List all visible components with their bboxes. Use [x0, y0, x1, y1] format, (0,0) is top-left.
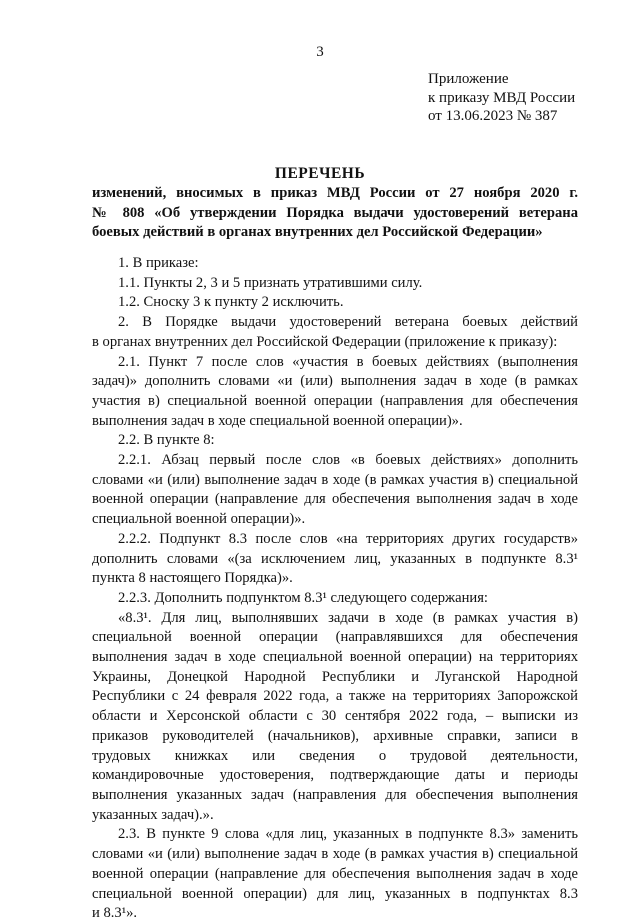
- paragraph-line: Украины, Донецкой Народной Республики и Луганской Народной: [92, 668, 578, 685]
- document-subtitle: [92, 184, 578, 243]
- paragraph-line: участия в) специальной военной операции (направления для обеспечения: [92, 392, 578, 409]
- paragraph-line: словами «и (или) выполнение задач в ходе (в рамках участия в) специальной: [92, 846, 578, 863]
- paragraph-line: дополнить словами «(за исключением лиц, указанных в подпункте 8.3¹: [92, 550, 578, 567]
- subtitle-line: № 808 «Об утверждении Порядка выдачи удостоверений ветерана: [92, 204, 578, 221]
- paragraph: [92, 293, 578, 313]
- paragraph-line: 2.2.2. Подпункт 8.3 после слов «на территориях других государств»: [118, 530, 578, 547]
- paragraph-line: словами «и (или) выполнение задач в ходе (в рамках участия в) специальной: [92, 471, 578, 488]
- paragraph-line: специальной военной операции) для лиц, указанных в подпунктах 8.3: [92, 885, 578, 902]
- paragraph-line: 1.2. Сноску 3 к пункту 2 исключить.: [118, 294, 344, 311]
- paragraph: [92, 431, 578, 451]
- paragraph-line: приказов руководителей (начальников), архивные справки, записи в: [92, 727, 578, 744]
- paragraph-line: области и Херсонской области с 30 сентября 2022 года, – выписки из: [92, 708, 578, 725]
- paragraph: [92, 254, 578, 274]
- paragraph-line: специальной военной операции (направлявшихся для обеспечения: [92, 629, 578, 646]
- appendix-line: к приказу МВД России: [428, 89, 576, 106]
- paragraph-line: 2.2.3. Дополнить подпунктом 8.3¹ следующего содержания:: [118, 589, 488, 606]
- paragraph-line: пункта 8 настоящего Порядка)».: [92, 570, 293, 587]
- paragraph-line: военной операции (направление для обеспечения выполнения задач в ходе: [92, 491, 578, 508]
- paragraph-line: указанных задач).».: [92, 806, 214, 823]
- paragraph: [92, 313, 578, 352]
- paragraph-line: выполнения указанных задач (направления для обеспечения выполнения: [92, 786, 578, 803]
- subtitle-line: боевых действий в органах внутренних дел Российской Федерации»: [92, 224, 543, 240]
- paragraph-line: 2. В Порядке выдачи удостоверений ветерана боевых действий: [118, 314, 578, 331]
- paragraph-line: 2.3. В пункте 9 слова «для лиц, указанных в подпункте 8.3» заменить: [118, 826, 578, 843]
- paragraph: [92, 451, 578, 530]
- paragraph-line: в органах внутренних дел Российской Федерации (приложение к приказу):: [92, 333, 558, 350]
- paragraph: [92, 609, 578, 826]
- appendix-line: Приложение: [428, 71, 509, 87]
- paragraph: [92, 825, 578, 924]
- paragraph: [92, 274, 578, 294]
- paragraph: [92, 589, 578, 609]
- subtitle-line: изменений, вносимых в приказ МВД России от 27 ноября 2020 г.: [92, 185, 578, 201]
- paragraph-line: 2.1. Пункт 7 после слов «участия в боевых действиях (выполнения: [118, 353, 578, 370]
- paragraph-line: Республики с 24 февраля 2022 года, а также на территориях Запорожской: [92, 688, 578, 705]
- paragraph-line: и 8.3¹».: [92, 905, 138, 922]
- page-number: 3: [316, 44, 324, 60]
- paragraph-line: «8.3¹. Для лиц, выполнявших задачи в ходе (в рамках участия в): [118, 609, 578, 626]
- paragraph-line: 1. В приказе:: [118, 255, 199, 271]
- paragraph-line: 2.2.1. Абзац первый после слов «в боевых действиях» дополнить: [118, 452, 578, 469]
- document-body: [92, 254, 578, 924]
- document-title: ПЕРЕЧЕНЬ: [274, 165, 366, 182]
- paragraph-line: 1.1. Пункты 2, 3 и 5 признать утратившими силу.: [118, 274, 423, 291]
- paragraph-line: специальной военной операции)».: [92, 511, 306, 528]
- paragraph-line: выполнения задач в ходе специальной военной операции) на территориях: [92, 649, 578, 666]
- paragraph-line: задач)» дополнить словами «и (или) выполнения задач в ходе (в рамках: [92, 373, 578, 390]
- paragraph-line: военной операции (направление для обеспечения выполнения задач в ходе: [92, 865, 578, 882]
- paragraph-line: выполнения задач в ходе специальной военной операции)».: [92, 412, 463, 429]
- paragraph-line: командировочные удостоверения, подтверждающие даты и периоды: [92, 767, 578, 784]
- appendix-line: от 13.06.2023 № 387: [428, 108, 558, 124]
- paragraph: [92, 353, 578, 432]
- paragraph-line: трудовых книжках или сведения о трудовой деятельности,: [92, 747, 578, 764]
- appendix-header: [428, 70, 575, 126]
- paragraph-line: 2.2. В пункте 8:: [118, 432, 215, 449]
- paragraph: [92, 530, 578, 589]
